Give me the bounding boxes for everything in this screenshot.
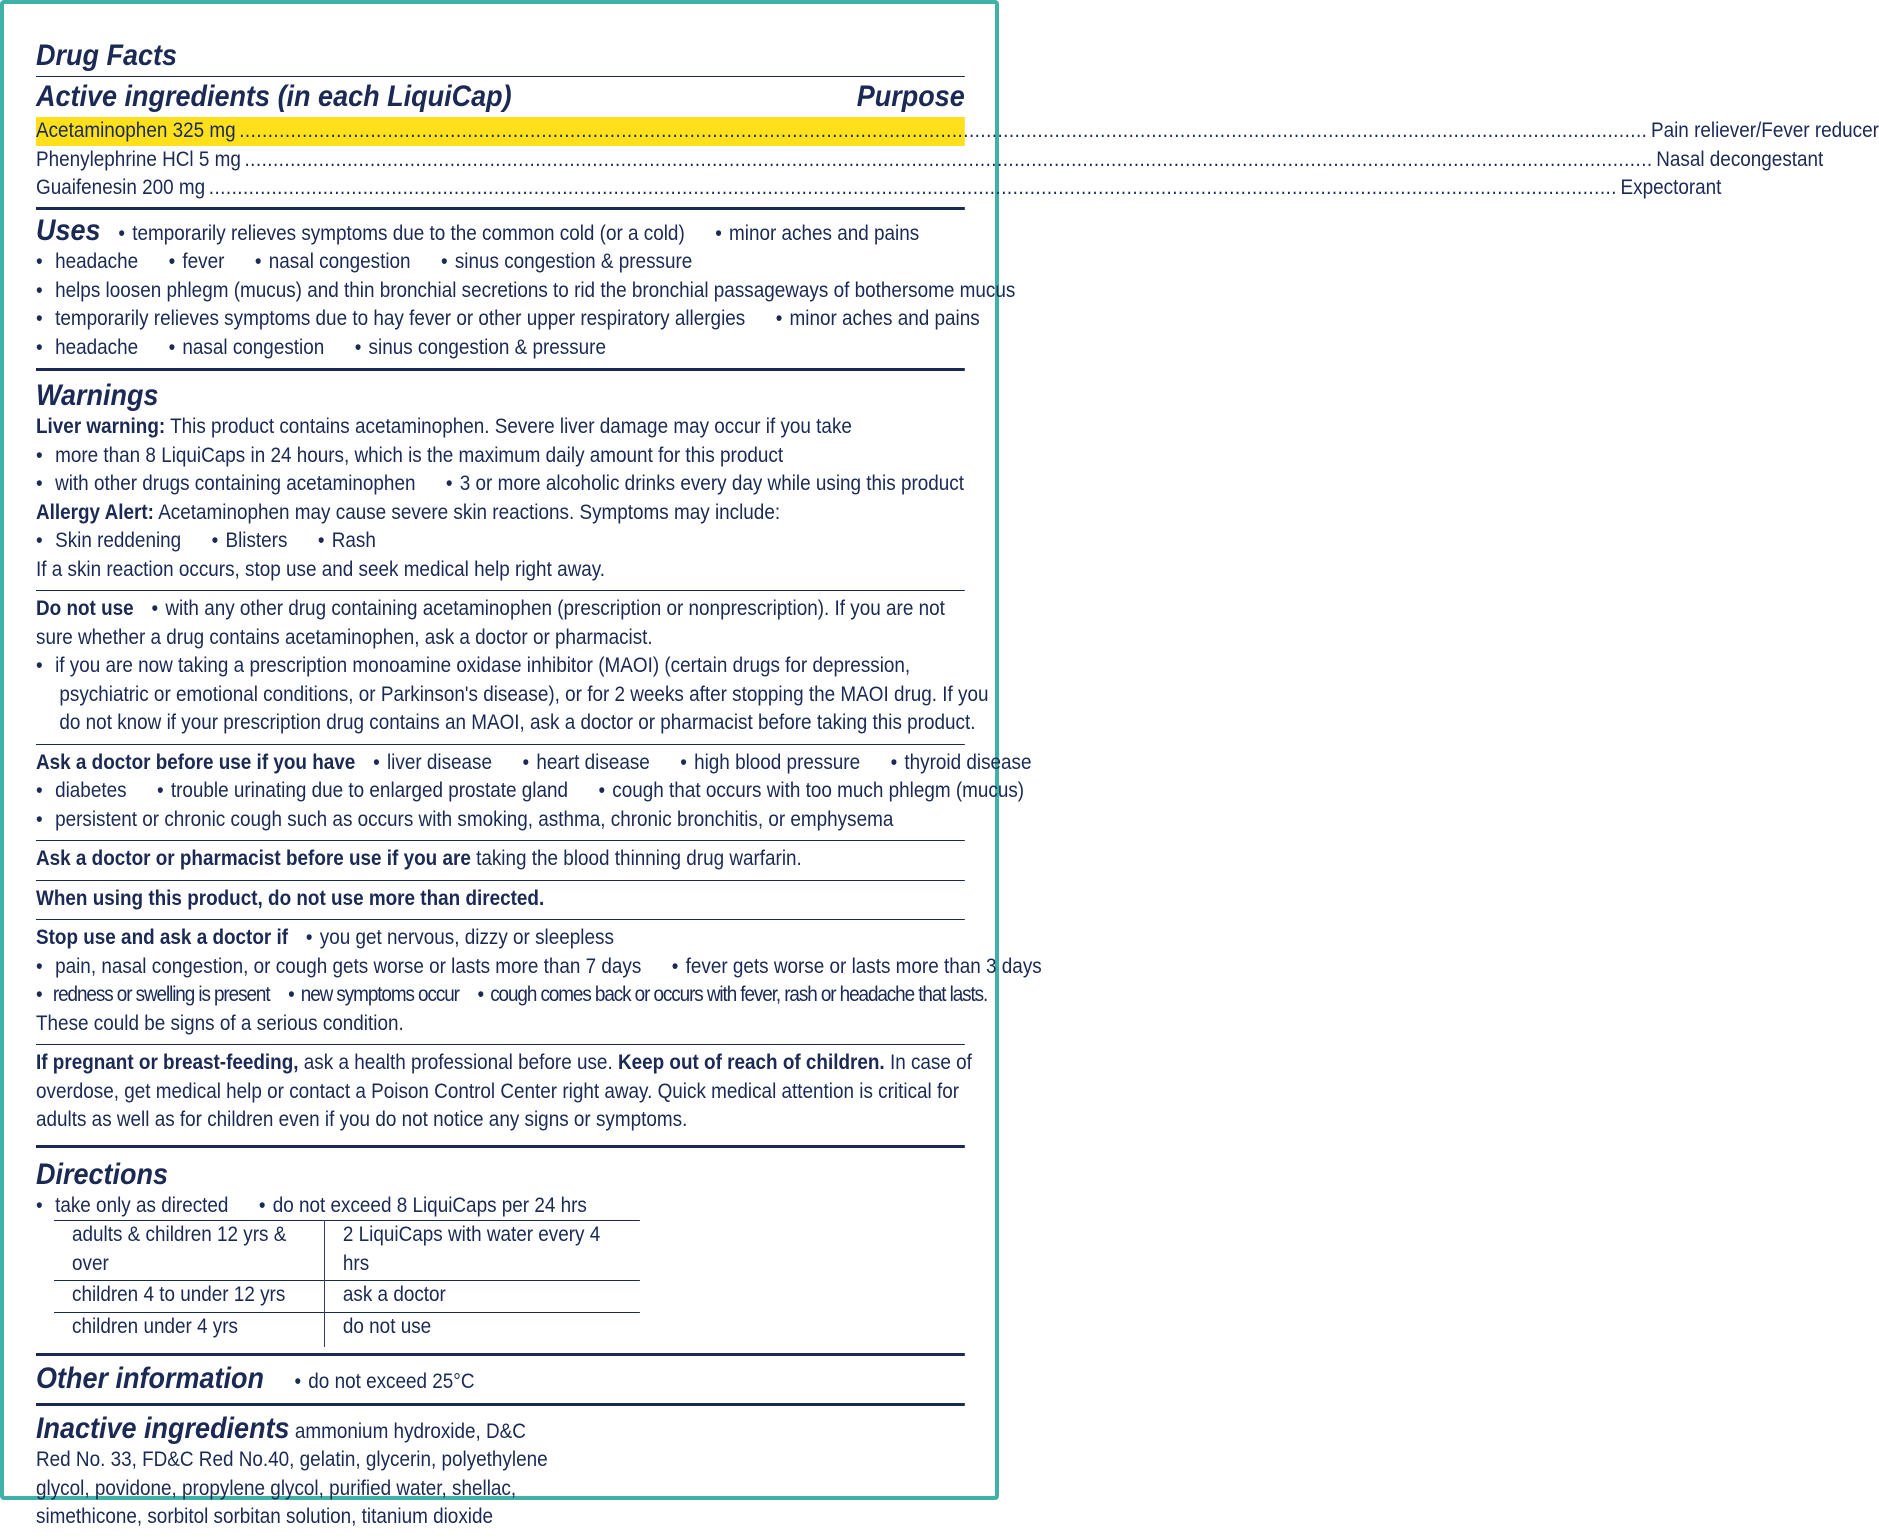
dose-cell: ask a doctor bbox=[342, 1283, 446, 1306]
dose-cell: do not use bbox=[342, 1314, 432, 1338]
list-item: 3 or more alcoholic drinks every day while using this product bbox=[459, 472, 964, 495]
list-item: fever bbox=[182, 250, 225, 273]
ingredient-purpose: Nasal decongestant bbox=[1656, 147, 1824, 171]
age-cell: children 4 to under 12 yrs bbox=[54, 1281, 324, 1313]
leader-dots bbox=[244, 146, 1652, 175]
inactive-ingredients-line: simethicone, sorbitol sorbitan solution, titanium dioxide bbox=[36, 1505, 493, 1528]
do-not-use-label: Do not use bbox=[36, 597, 134, 620]
list-item: Skin reddening bbox=[55, 529, 182, 552]
ask-pharmacist-label: Ask a doctor or pharmacist before use if you are bbox=[36, 847, 471, 870]
drug-facts-title: Drug Facts bbox=[36, 39, 178, 72]
list-item: temporarily relieves symptoms due to the common cold (or a cold) bbox=[132, 221, 685, 245]
list-item: helps loosen phlegm (mucus) and thin bronchial secretions to rid the bronchial passageways of bothersome mucus bbox=[55, 278, 1016, 302]
list-item: Rash bbox=[331, 529, 376, 552]
list-item: if you are now taking a prescription monoamine oxidase inhibitor (MAOI) (certain drugs for depression, bbox=[55, 654, 911, 677]
list-item: new symptoms occur bbox=[300, 983, 459, 1006]
when-using-text: When using this product, do not use more than directed. bbox=[36, 886, 545, 910]
list-item: thyroid disease bbox=[904, 750, 1032, 774]
when-using-section bbox=[36, 881, 965, 920]
dosage-table bbox=[54, 1220, 640, 1347]
warnings-section: Warnings Liver warning: This product contains acetaminophen. Severe liver damage may occur if you take • more than 8 LiquiCaps in 24 hours, which is the maximum daily amount for this product • with other drugs containing acetaminophen • 3 or more alcoholic drinks every day while using this product Allergy Alert: Acetaminophen may cause severe skin reactions. Symptoms may include: • Skin reddening • Blisters • Rash If a skin reaction occurs, stop use and seek medical help right away. bbox=[36, 371, 965, 590]
list-item: minor aches and pains bbox=[789, 307, 980, 330]
directions-heading: Directions bbox=[36, 1157, 169, 1191]
active-ingredients-heading: Active ingredients (in each LiquiCap) bbox=[36, 80, 512, 113]
uses-heading: Uses bbox=[36, 213, 101, 247]
list-item: minor aches and pains bbox=[729, 221, 920, 245]
list-item: persistent or chronic cough such as occurs with smoking, asthma, chronic bronchitis, or emphysema bbox=[55, 807, 894, 831]
stop-use-label: Stop use and ask a doctor if bbox=[36, 926, 289, 949]
purpose-heading: Purpose bbox=[856, 80, 965, 113]
list-item: cough comes back or occurs with fever, rash or headache that lasts. bbox=[490, 983, 988, 1006]
list-item: heart disease bbox=[536, 750, 650, 774]
table-row bbox=[54, 1312, 640, 1347]
overdose-text-line: overdose, get medical help or contact a Poison Control Center right away. Quick medical attention is critical for bbox=[36, 1079, 960, 1103]
inactive-ingredients-line: Red No. 33, FD&C Red No.40, gelatin, glycerin, polyethylene bbox=[36, 1448, 548, 1471]
active-ingredient-row bbox=[36, 117, 1879, 146]
directions-section: Directions • take only as directed • do not exceed 8 LiquiCaps per 24 hrs adults & children 12 yrs & over 2 LiquiCaps with water every 4 hrs children 4 to under 12 yrs ask a doctor children under 4 yrs do not use bbox=[36, 1148, 965, 1354]
liver-warning-text: This product contains acetaminophen. Severe liver damage may occur if you take bbox=[170, 415, 852, 438]
ask-doctor-section: Ask a doctor before use if you have • liver disease • heart disease • high blood pressure • thyroid disease • diabetes • trouble urinating due to enlarged prostate gland • cough that occurs with too much phlegm (mucus) • persistent or chronic cough such as occurs with smoking, asthma, chronic bronchitis, or emphysema bbox=[36, 750, 1032, 831]
list-item: trouble urinating due to enlarged prostate gland bbox=[170, 779, 569, 802]
list-item: nasal congestion bbox=[268, 250, 411, 273]
list-item: sinus congestion & pressure bbox=[454, 250, 693, 273]
list-item-continued: psychiatric or emotional conditions, or Parkinson's disease), or for 2 weeks after stopping the MAOI drug. If you bbox=[59, 682, 989, 706]
pregnancy-text: ask a health professional before use. bbox=[303, 1051, 613, 1074]
list-item: liver disease bbox=[386, 750, 493, 774]
list-item-continued: do not know if your prescription drug contains an MAOI, ask a doctor or pharmacist before taking this product. bbox=[59, 711, 976, 734]
age-cell: children under 4 yrs bbox=[54, 1312, 324, 1347]
list-item: you get nervous, dizzy or sleepless bbox=[319, 926, 614, 949]
inactive-ingredients-text: ammonium hydroxide, D&C bbox=[294, 1419, 526, 1443]
list-item: sinus congestion & pressure bbox=[368, 335, 606, 359]
list-item: cough that occurs with too much phlegm (mucus) bbox=[612, 779, 1025, 802]
ask-doctor-label: Ask a doctor before use if you have bbox=[36, 750, 356, 774]
uses-section: Uses • temporarily relieves symptoms due to the common cold (or a cold) • minor aches and pains • headache • fever • nasal congestion • sinus congestion & pressure • helps loosen phlegm (mucus) and thin bronchial secretions to rid the bronchial passageways of bothersome mucus • temporarily relieves symptoms due to hay fever or other upper respiratory allergies • minor aches and pains • headache • nasal congestion • sinus congestion & pressure bbox=[36, 213, 1016, 359]
table-row bbox=[54, 1281, 640, 1313]
list-item: with other drugs containing acetaminophen bbox=[55, 472, 416, 495]
inactive-ingredients-line: glycol, povidone, propylene glycol, purified water, shellac, bbox=[36, 1476, 517, 1500]
list-item: fever gets worse or lasts more than 3 days bbox=[685, 954, 1042, 978]
list-item: more than 8 LiquiCaps in 24 hours, which is the maximum daily amount for this product bbox=[55, 443, 784, 467]
active-ingredients-header bbox=[36, 77, 965, 117]
list-item: with any other drug containing acetaminophen (prescription or nonprescription). If you are not bbox=[165, 597, 945, 620]
list-item: redness or swelling is present bbox=[52, 983, 270, 1006]
list-item: headache bbox=[55, 250, 139, 273]
allergy-alert-label: Allergy Alert: bbox=[36, 500, 154, 524]
list-item-continued: sure whether a drug contains acetaminophen, ask a doctor or pharmacist. bbox=[36, 625, 653, 649]
list-item: Blisters bbox=[225, 529, 288, 552]
ingredient-purpose: Pain reliever/Fever reducer bbox=[1650, 119, 1879, 142]
ingredient-name: Acetaminophen 325 mg bbox=[36, 119, 236, 142]
drug-facts-panel bbox=[36, 36, 1879, 1538]
allergy-alert-text: Acetaminophen may cause severe skin reactions. Symptoms may include: bbox=[158, 500, 781, 524]
warnings-heading: Warnings bbox=[36, 379, 159, 412]
allergy-after-text: If a skin reaction occurs, stop use and seek medical help right away. bbox=[36, 557, 606, 581]
list-item: nasal congestion bbox=[182, 335, 325, 359]
ingredient-purpose: Expectorant bbox=[1620, 176, 1722, 199]
list-item: take only as directed bbox=[55, 1193, 229, 1217]
keep-out-of-reach-label: Keep out of reach of children. bbox=[617, 1051, 885, 1074]
ask-pharmacist-section bbox=[36, 841, 965, 880]
table-row bbox=[54, 1221, 640, 1281]
pregnancy-label: If pregnant or breast-feeding, bbox=[36, 1051, 299, 1074]
leader-dots bbox=[209, 174, 1617, 203]
age-cell: adults & children 12 yrs & over bbox=[54, 1221, 324, 1281]
other-info-heading: Other information bbox=[36, 1362, 265, 1395]
active-ingredient-row bbox=[36, 174, 1722, 203]
liver-warning-label: Liver warning: bbox=[36, 415, 166, 438]
active-ingredient-row bbox=[36, 146, 1824, 175]
pregnancy-section bbox=[36, 1045, 972, 1141]
list-item: pain, nasal congestion, or cough gets worse or lasts more than 7 days bbox=[55, 954, 642, 978]
other-info-section: Other information • do not exceed 25°C bbox=[36, 1362, 475, 1395]
ask-pharmacist-text: taking the blood thinning drug warfarin. bbox=[476, 847, 802, 870]
stop-use-section: Stop use and ask a doctor if • you get nervous, dizzy or sleepless • pain, nasal congestion, or cough gets worse or lasts more than 7 days • fever gets worse or lasts more than 3 days • redness or swelling is present • new symptoms occur • cough comes back or occurs with fever, rash or headache that lasts. These could be signs of a serious condition. bbox=[36, 920, 965, 1044]
ingredient-name: Guaifenesin 200 mg bbox=[36, 176, 206, 199]
list-item: high blood pressure bbox=[694, 750, 861, 774]
list-item: temporarily relieves symptoms due to hay fever or other upper respiratory allergies bbox=[55, 307, 746, 330]
overdose-text: In case of bbox=[889, 1051, 972, 1074]
do-not-use-section: Do not use • with any other drug containing acetaminophen (prescription or nonprescription). If you are not sure whether a drug contains acetaminophen, ask a doctor or pharmacist. • if you are now taking a prescription monoamine oxidase inhibitor (MAOI) (certain drugs for depression, psychiatric or emotional conditions, or Parkinson's disease), or for 2 weeks after stopping the MAOI drug. If you do not know if your prescription drug contains an MAOI, ask a doctor or pharmacist before taking this product. bbox=[36, 591, 965, 744]
list-item: do not exceed 25°C bbox=[308, 1370, 475, 1393]
stop-use-after-text: These could be signs of a serious condition. bbox=[36, 1011, 404, 1035]
inactive-ingredients-section bbox=[36, 1406, 965, 1538]
leader-dots bbox=[239, 117, 1647, 146]
ingredient-name: Phenylephrine HCl 5 mg bbox=[36, 147, 241, 171]
inactive-ingredients-heading: Inactive ingredients bbox=[36, 1411, 290, 1445]
list-item: do not exceed 8 LiquiCaps per 24 hrs bbox=[272, 1193, 587, 1217]
overdose-text-line: adults as well as for children even if you do not notice any signs or symptoms. bbox=[36, 1108, 688, 1131]
dose-cell: 2 LiquiCaps with water every 4 hrs bbox=[342, 1223, 601, 1275]
list-item: headache bbox=[55, 335, 139, 359]
list-item: diabetes bbox=[55, 779, 127, 802]
